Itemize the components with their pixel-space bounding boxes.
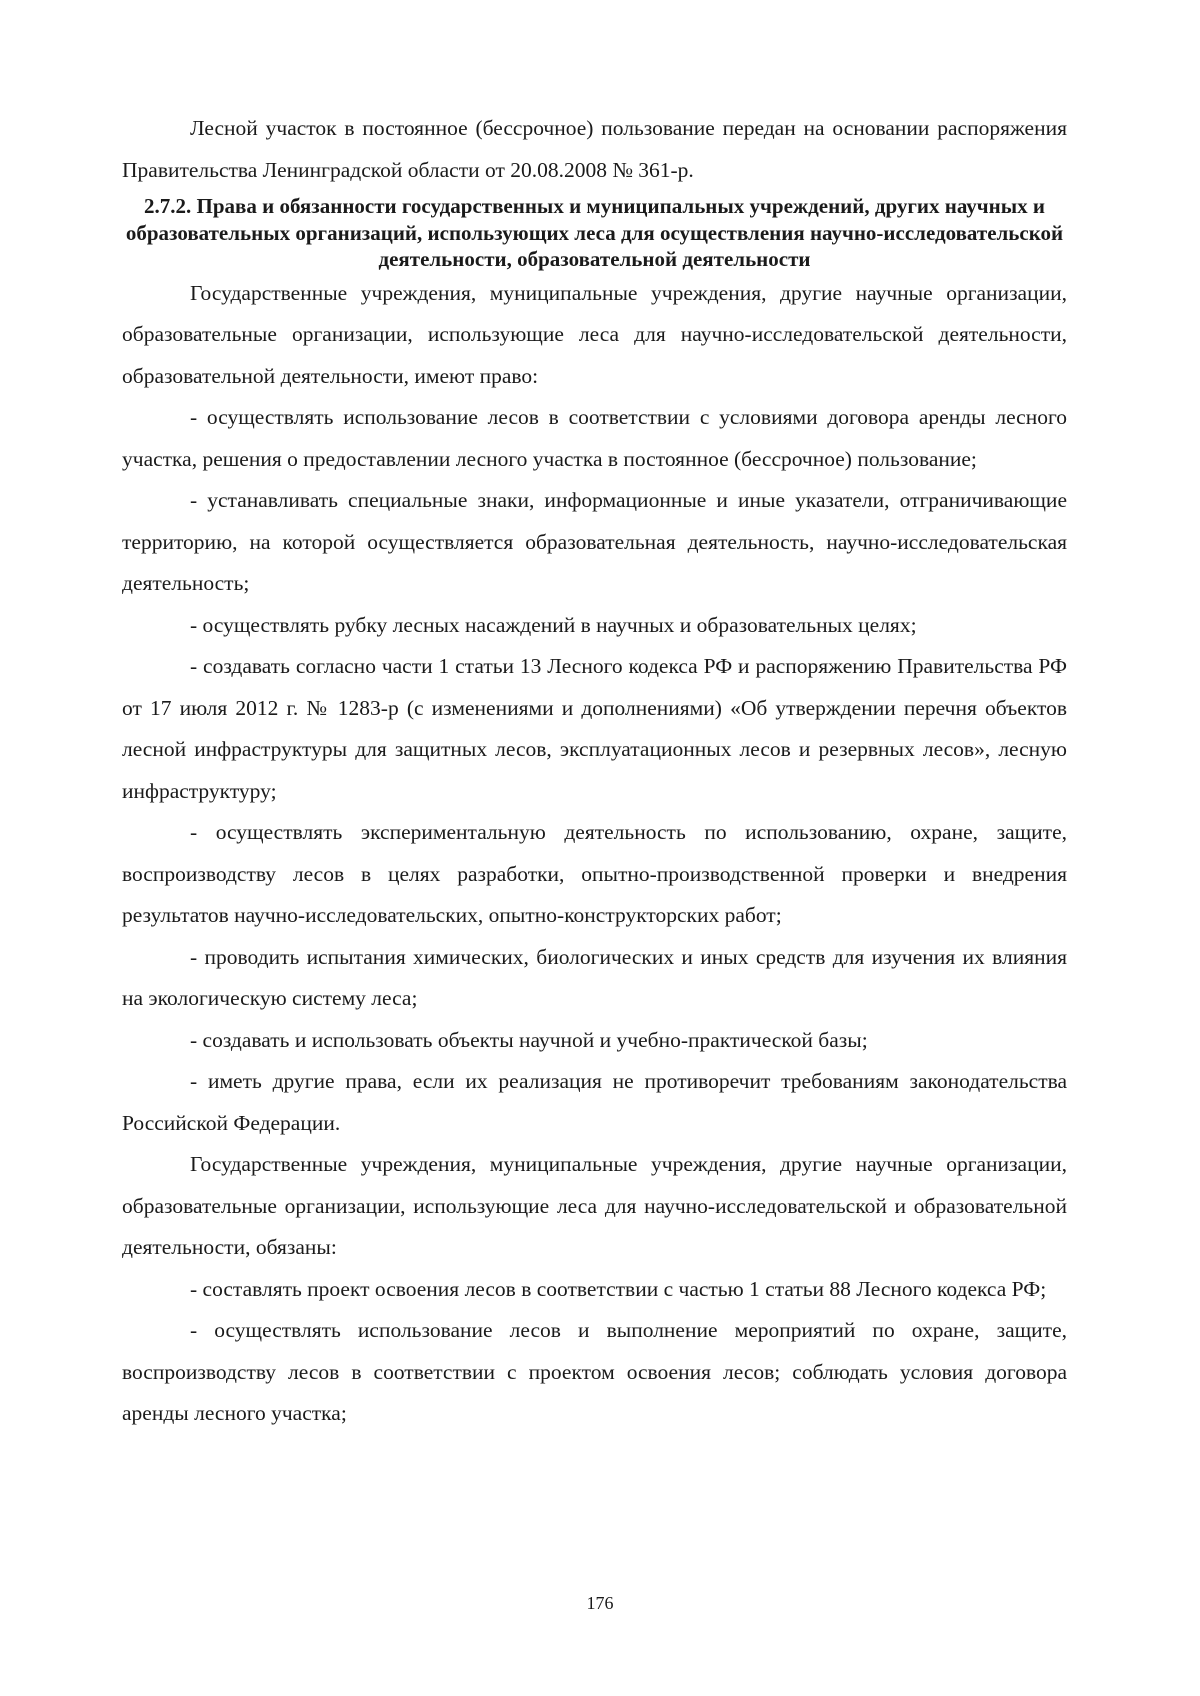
rights-list-item: - иметь другие права, если их реализация не противоречит требованиям законодательства Российской Федерации. bbox=[122, 1069, 1067, 1135]
rights-list-item: - осуществлять использование лесов в соответствии с условиями договора аренды лесного участка, решения о предоставлении лесного участка в постоянное (бессрочное) пользование; bbox=[122, 405, 1067, 471]
rights-list-item: - создавать и использовать объекты научной и учебно-практической базы; bbox=[190, 1027, 868, 1052]
rights-list-item: - осуществлять рубку лесных насаждений в научных и образовательных целях; bbox=[190, 612, 917, 637]
duties-list-item: - составлять проект освоения лесов в соответствии с частью 1 статьи 88 Лесного кодекса РФ; bbox=[190, 1276, 1047, 1301]
intro-paragraph: Лесной участок в постоянное (бессрочное) пользование передан на основании распоряжения Правительства Ленинградской области от 20.08.2008 № 361-р. bbox=[122, 116, 1067, 182]
rights-list-item: - проводить испытания химических, биологических и иных средств для изучения их влияния на экологическую систему леса; bbox=[122, 944, 1067, 1010]
rights-list-item: - устанавливать специальные знаки, информационные и иные указатели, отграничивающие территорию, на которой осуществляется образовательная деятельность, научно-исследовательская деятельность; bbox=[122, 488, 1067, 595]
section-heading: 2.7.2. Права и обязанности государственных и муниципальных учреждений, других научных и образовательных организаций, использующих леса для осуществления научно-исследовательской деятельности, образовательной деятельности bbox=[125, 194, 1064, 271]
duties-intro-paragraph: Государственные учреждения, муниципальные учреждения, другие научные организации, образовательные организации, использующие леса для научно-исследовательской и образовательной деятельности, обязаны: bbox=[122, 1152, 1067, 1259]
duties-list-item: - осуществлять использование лесов и выполнение мероприятий по охране, защите, воспроизводству лесов в соответствии с проектом освоения лесов; соблюдать условия договора аренды лесного участка; bbox=[122, 1318, 1067, 1425]
page-number: 176 bbox=[586, 1593, 614, 1613]
rights-list-item: - осуществлять экспериментальную деятельность по использованию, охране, защите, воспроизводству лесов в целях разработки, опытно-производственной проверки и внедрения результатов научно-исследовательских, опытно-конструкторских работ; bbox=[122, 820, 1067, 927]
rights-list-item: - создавать согласно части 1 статьи 13 Лесного кодекса РФ и распоряжению Правительства РФ от 17 июля 2012 г. № 1283-р (с изменениями и дополнениями) «Об утверждении перечня объектов лесной инфраструктуры для защитных лесов, эксплуатационных лесов и резервных лесов», лесную инфраструктуру; bbox=[122, 654, 1067, 803]
rights-list bbox=[122, 397, 1067, 1144]
duties-list bbox=[122, 1269, 1067, 1435]
rights-intro-paragraph: Государственные учреждения, муниципальные учреждения, другие научные организации, образовательные организации, использующие леса для научно-исследовательской деятельности, образовательной деятельности, имеют право: bbox=[122, 280, 1067, 388]
document-page bbox=[122, 108, 1067, 1435]
